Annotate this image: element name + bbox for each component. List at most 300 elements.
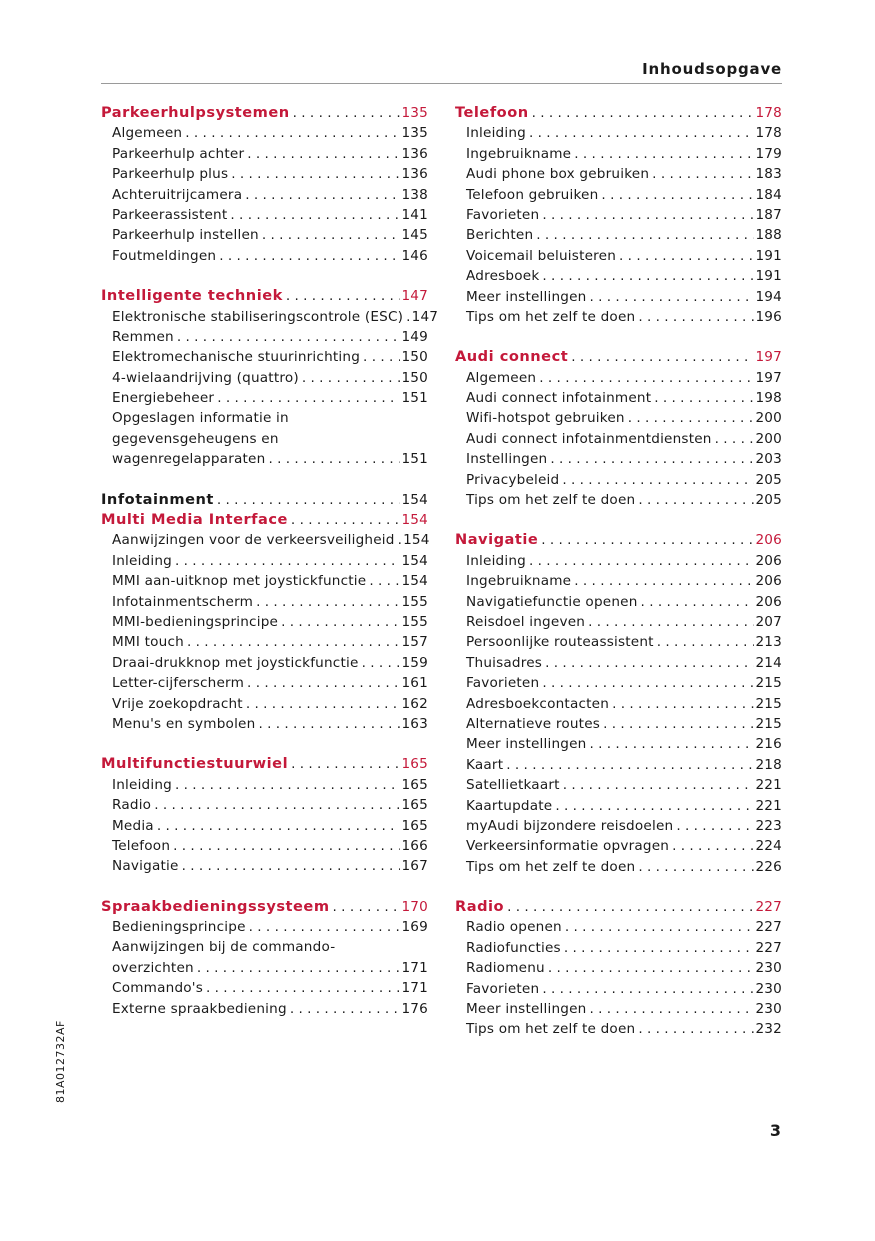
toc-entry-label: Meer instellingen — [466, 288, 587, 305]
dot-leader — [227, 205, 400, 225]
toc-section-title: Spraakbedieningssysteem — [101, 897, 330, 915]
toc-entry-label: Foutmeldingen — [112, 247, 217, 264]
toc-entry-label: Radiomenu — [466, 960, 545, 977]
dot-leader — [278, 612, 400, 632]
dot-leader — [635, 1019, 754, 1039]
toc-entry[interactable] — [101, 917, 428, 937]
toc-entry-label: Meer instellingen — [466, 1001, 587, 1018]
toc-entry[interactable] — [455, 775, 782, 795]
dot-leader — [403, 307, 410, 327]
dot-leader — [598, 185, 754, 205]
toc-entry[interactable] — [101, 123, 428, 143]
toc-entry-label: Commando's — [112, 980, 204, 997]
dot-leader — [179, 856, 400, 876]
toc-entry[interactable] — [101, 388, 428, 408]
toc-entry-label: Ingebruikname — [466, 145, 572, 162]
toc-entry[interactable] — [101, 205, 428, 225]
toc-section — [101, 510, 428, 734]
toc-page-number: 147 — [411, 308, 439, 325]
toc-entry-label: gegevensgeheugens en — [112, 430, 279, 447]
toc-entry[interactable] — [455, 368, 782, 388]
toc-entry-label: Vrije zoekopdracht — [112, 695, 243, 712]
toc-page-number: 146 — [401, 247, 428, 264]
dot-leader — [568, 347, 754, 367]
toc-page-number: 216 — [755, 736, 782, 753]
toc-section-heading[interactable] — [101, 103, 428, 123]
document-code: 81A012732AF — [54, 1020, 67, 1103]
dot-leader — [288, 754, 400, 774]
dot-leader — [547, 449, 754, 469]
dot-leader — [287, 999, 400, 1019]
toc-entry-label: Radio — [112, 797, 152, 814]
toc-entry[interactable] — [455, 205, 782, 225]
toc-entry[interactable] — [455, 571, 782, 591]
dot-leader — [172, 551, 400, 571]
toc-page-number: 213 — [755, 634, 782, 651]
dot-leader — [635, 307, 754, 327]
dot-leader — [259, 225, 400, 245]
toc-entry[interactable] — [455, 490, 782, 510]
toc-entry[interactable] — [101, 225, 428, 245]
toc-entry[interactable] — [101, 653, 428, 673]
toc-entry[interactable] — [101, 999, 428, 1019]
toc-section-title: Infotainment — [101, 490, 214, 508]
toc-entry[interactable] — [455, 1019, 782, 1039]
toc-section-heading[interactable] — [101, 286, 428, 306]
toc-entry[interactable] — [101, 694, 428, 714]
toc-entry[interactable] — [101, 144, 428, 164]
toc-page-number: 151 — [401, 451, 428, 468]
toc-entry-label: Wifi-hotspot gebruiken — [466, 410, 625, 427]
toc-entry-label: MMI-bedieningsprincipe — [112, 613, 279, 630]
dot-leader — [290, 103, 400, 123]
toc-entry[interactable] — [101, 185, 428, 205]
dot-leader — [529, 103, 754, 123]
toc-section-title: Parkeerhulpsystemen — [101, 104, 290, 121]
toc-entry[interactable] — [455, 185, 782, 205]
toc-entry[interactable] — [455, 449, 782, 469]
toc-section-heading[interactable] — [101, 510, 428, 530]
toc-entry[interactable] — [101, 429, 428, 449]
toc-entry[interactable] — [455, 632, 782, 652]
dot-leader — [545, 958, 754, 978]
toc-section-heading[interactable] — [455, 897, 782, 917]
toc-page-number: 154 — [401, 552, 428, 569]
toc-entry[interactable] — [455, 999, 782, 1019]
toc-entry[interactable] — [101, 347, 428, 367]
toc-page-number: 191 — [755, 247, 782, 264]
dot-leader — [542, 653, 754, 673]
toc-page-number: 150 — [401, 349, 428, 366]
toc-entry[interactable] — [455, 714, 782, 734]
toc-entry-label: Ingebruikname — [466, 573, 572, 590]
dot-leader — [228, 164, 400, 184]
dot-leader — [609, 694, 754, 714]
toc-page-number: 179 — [755, 145, 782, 162]
toc-entry[interactable] — [455, 816, 782, 836]
toc-page-number: 165 — [401, 797, 428, 814]
toc-page-number: 145 — [401, 227, 428, 244]
toc-entry[interactable] — [455, 144, 782, 164]
toc-page-number: 147 — [401, 288, 428, 305]
toc-page-number: 205 — [755, 492, 782, 509]
toc-page-number: 167 — [401, 858, 428, 875]
toc-entry-label: MMI aan-uitknop met joystickfunctie — [112, 573, 367, 590]
toc-entry[interactable] — [455, 958, 782, 978]
toc-page-number: 169 — [401, 919, 428, 936]
toc-page-number: 206 — [755, 532, 782, 549]
toc-section — [455, 530, 782, 877]
page-number: 3 — [769, 1121, 781, 1140]
toc-entry[interactable] — [455, 938, 782, 958]
toc-entry[interactable] — [455, 857, 782, 877]
toc-entry[interactable] — [455, 266, 782, 286]
toc-entry-label: Aanwijzingen voor de verkeersveiligheid — [112, 532, 395, 549]
toc-entry-label: Verkeersinformatie opvragen — [466, 838, 670, 855]
toc-left-column — [101, 103, 439, 1039]
toc-entry-label: Letter-cijferscherm — [112, 675, 245, 692]
toc-entry[interactable] — [101, 816, 428, 836]
toc-entry[interactable] — [101, 551, 428, 571]
toc-page-number: 150 — [401, 369, 428, 386]
dot-leader — [559, 470, 754, 490]
toc-section-heading[interactable] — [101, 754, 428, 774]
toc-entry-label: Parkeerhulp plus — [112, 166, 229, 183]
dot-leader — [360, 347, 400, 367]
toc-section-heading[interactable] — [101, 897, 428, 917]
toc-page-number: 165 — [401, 756, 428, 773]
toc-entry-label: Tips om het zelf te doen — [466, 858, 636, 875]
toc-page-number: 221 — [755, 777, 782, 794]
toc-page-number: 196 — [755, 308, 782, 325]
dot-leader — [151, 795, 400, 815]
dot-leader — [600, 714, 754, 734]
toc-page-number: 198 — [755, 390, 782, 407]
toc-entry[interactable] — [101, 795, 428, 815]
dot-leader — [214, 388, 400, 408]
toc-page-number: 183 — [755, 166, 782, 183]
toc-page-number: 171 — [401, 980, 428, 997]
toc-entry-label: Favorieten — [466, 675, 540, 692]
dot-leader — [539, 673, 754, 693]
toc-section-heading[interactable] — [455, 347, 782, 367]
dot-leader — [669, 836, 754, 856]
toc-section — [455, 347, 782, 510]
toc-entry[interactable] — [455, 287, 782, 307]
dot-leader — [395, 530, 402, 550]
toc-entry-label: Audi connect infotainment — [466, 390, 652, 407]
toc-page-number: 227 — [755, 919, 782, 936]
toc-section — [101, 103, 428, 266]
toc-entry[interactable] — [101, 775, 428, 795]
toc-section — [455, 103, 782, 327]
dot-leader — [571, 571, 754, 591]
toc-entry[interactable] — [101, 958, 428, 978]
toc-entry-label: Navigatie — [112, 858, 179, 875]
dot-leader — [533, 225, 754, 245]
toc-section-title: Intelligente techniek — [101, 287, 283, 305]
toc-page-number: 155 — [401, 593, 428, 610]
dot-leader — [616, 246, 754, 266]
toc-page-number: 206 — [755, 552, 782, 569]
dot-leader — [587, 287, 755, 307]
toc-page-number: 149 — [401, 328, 428, 345]
toc-entry-label: Instellingen — [466, 451, 548, 468]
toc-entry[interactable] — [101, 937, 428, 957]
dot-leader — [244, 144, 400, 164]
dot-leader — [203, 978, 400, 998]
dot-leader — [182, 123, 400, 143]
dot-leader — [265, 449, 400, 469]
toc-entry[interactable] — [455, 246, 782, 266]
toc-entry-label: Draai-drukknop met joystickfunctie — [112, 654, 359, 671]
toc-page-number: 205 — [755, 471, 782, 488]
toc-page-number: 194 — [755, 288, 782, 305]
toc-entry[interactable] — [455, 734, 782, 754]
toc-section-heading[interactable] — [455, 103, 782, 123]
toc-section-title: Multi Media Interface — [101, 511, 288, 529]
dot-leader — [216, 246, 400, 266]
toc-entry[interactable] — [101, 632, 428, 652]
toc-entry-label: Kaart — [466, 756, 504, 773]
toc-page-number: 188 — [755, 227, 782, 244]
toc-page-number: 206 — [755, 593, 782, 610]
toc-entry-label: Media — [112, 817, 154, 834]
dot-leader — [635, 490, 754, 510]
dot-leader — [587, 999, 755, 1019]
toc-page-number: 154 — [401, 573, 428, 590]
toc-entry[interactable] — [101, 592, 428, 612]
toc-section — [101, 286, 439, 470]
toc-section — [101, 897, 428, 1019]
toc-entry[interactable] — [101, 978, 428, 998]
toc-page-number: 151 — [401, 390, 428, 407]
toc-entry[interactable] — [455, 612, 782, 632]
toc-section-title: Multifunctiestuurwiel — [101, 755, 289, 773]
dot-leader — [330, 897, 400, 917]
toc-entry[interactable] — [101, 612, 428, 632]
toc-section — [101, 490, 428, 510]
toc-entry-label: Satellietkaart — [466, 777, 560, 794]
toc-entry[interactable] — [101, 164, 428, 184]
toc-entry[interactable] — [101, 368, 428, 388]
toc-entry-label: Elektronische stabiliseringscontrole (ESC) — [112, 308, 404, 325]
toc-entry[interactable] — [455, 917, 782, 937]
toc-page-number: 200 — [755, 430, 782, 447]
toc-page-number: 215 — [755, 695, 782, 712]
toc-entry-label: Alternatieve routes — [466, 715, 601, 732]
toc-page-number: 207 — [755, 613, 782, 630]
toc-entry-label: Adresboekcontacten — [466, 695, 610, 712]
toc-page-number: 138 — [401, 186, 428, 203]
toc-entry-label: 4-wielaandrijving (quattro) — [112, 369, 299, 386]
dot-leader — [625, 408, 754, 428]
toc-page-number: 154 — [403, 532, 430, 549]
dot-leader — [552, 796, 754, 816]
dot-leader — [539, 266, 754, 286]
dot-leader — [638, 592, 754, 612]
dot-leader — [244, 673, 400, 693]
dot-leader — [539, 205, 754, 225]
toc-entry[interactable] — [101, 856, 428, 876]
toc-entry[interactable] — [455, 551, 782, 571]
dot-leader — [571, 144, 754, 164]
toc-right-column — [455, 103, 782, 1060]
dot-leader — [654, 632, 754, 652]
toc-section-title: Radio — [455, 898, 505, 916]
toc-entry-label: Parkeerassistent — [112, 206, 228, 223]
toc-entry[interactable] — [101, 408, 428, 428]
dot-leader — [154, 816, 400, 836]
toc-page-number: 230 — [755, 980, 782, 997]
toc-entry-label: Tips om het zelf te doen — [466, 492, 636, 509]
dot-leader — [538, 530, 754, 550]
toc-page-number: 227 — [755, 939, 782, 956]
toc-entry[interactable] — [455, 225, 782, 245]
toc-section-title: Audi connect — [455, 348, 569, 366]
toc-entry-label: Bedieningsprincipe — [112, 919, 246, 936]
toc-section-title: Navigatie — [455, 531, 539, 549]
dot-leader — [246, 917, 400, 937]
toc-entry[interactable] — [455, 755, 782, 775]
toc-entry-label: Inleiding — [112, 552, 172, 569]
toc-entry[interactable] — [455, 836, 782, 856]
toc-entry[interactable] — [455, 388, 782, 408]
toc-entry-label: MMI touch — [112, 634, 184, 651]
toc-entry[interactable] — [455, 653, 782, 673]
toc-entry-label: Inleiding — [112, 776, 172, 793]
toc-section-heading[interactable] — [455, 530, 782, 550]
toc-page-number: 215 — [755, 675, 782, 692]
toc-entry-label: Reisdoel ingeven — [466, 613, 586, 630]
toc-page-number: 184 — [755, 186, 782, 203]
toc-page-number: 166 — [401, 837, 428, 854]
toc-section-heading[interactable] — [101, 490, 428, 510]
toc-entry[interactable] — [455, 470, 782, 490]
dot-leader — [649, 164, 754, 184]
dot-leader — [172, 775, 400, 795]
toc-page-number: 136 — [401, 166, 428, 183]
toc-entry[interactable] — [455, 123, 782, 143]
toc-entry-label: Inleiding — [466, 125, 526, 142]
toc-entry[interactable] — [455, 307, 782, 327]
toc-entry[interactable] — [101, 714, 428, 734]
toc-entry-label: Navigatiefunctie openen — [466, 593, 638, 610]
toc-entry[interactable] — [455, 164, 782, 184]
dot-leader — [288, 510, 400, 530]
toc-page-number: 165 — [401, 817, 428, 834]
toc-entry-label: Tips om het zelf te doen — [466, 1021, 636, 1038]
toc-entry-label: Berichten — [466, 227, 534, 244]
toc-entry-label: Audi phone box gebruiken — [466, 166, 650, 183]
toc-page-number: 223 — [755, 817, 782, 834]
dot-leader — [526, 123, 754, 143]
toc-entry-label: Persoonlijke routeassistent — [466, 634, 654, 651]
toc-page-number: 218 — [755, 756, 782, 773]
dot-leader — [635, 857, 754, 877]
toc-entry[interactable] — [101, 571, 428, 591]
toc-entry[interactable] — [101, 530, 428, 550]
toc-entry-label: Parkeerhulp achter — [112, 145, 245, 162]
toc-entry[interactable] — [455, 673, 782, 693]
toc-entry-label: overzichten — [112, 959, 194, 976]
toc-page-number: 232 — [755, 1021, 782, 1038]
toc-page-number: 230 — [755, 1001, 782, 1018]
dot-leader — [194, 958, 400, 978]
dot-leader — [539, 979, 754, 999]
toc-entry-label: Opgeslagen informatie in — [112, 410, 289, 427]
toc-entry-label: Adresboek — [466, 268, 540, 285]
toc-page-number: 215 — [755, 715, 782, 732]
toc-entry-label: wagenregelapparaten — [112, 451, 266, 468]
toc-page-number: 214 — [755, 654, 782, 671]
toc-entry-label: Privacybeleid — [466, 471, 560, 488]
toc-entry-label: Menu's en symbolen — [112, 715, 256, 732]
toc-entry[interactable] — [455, 694, 782, 714]
toc-entry[interactable] — [455, 429, 782, 449]
toc-entry-label: Infotainmentscherm — [112, 593, 254, 610]
toc-page-number: 157 — [401, 634, 428, 651]
toc-page-number: 178 — [755, 125, 782, 142]
toc-entry-label: myAudi bijzondere reisdoelen — [466, 817, 674, 834]
toc-entry-label: Kaartupdate — [466, 797, 553, 814]
toc-entry[interactable] — [455, 408, 782, 428]
dot-leader — [243, 694, 400, 714]
toc-entry[interactable] — [101, 449, 428, 469]
toc-page-number: 155 — [401, 613, 428, 630]
toc-page-number: 176 — [401, 1000, 428, 1017]
toc-entry-label: Audi connect infotainmentdiensten — [466, 430, 712, 447]
toc-page-number: 197 — [755, 369, 782, 386]
toc-entry[interactable] — [101, 246, 428, 266]
dot-leader — [299, 368, 400, 388]
toc-entry-label: Favorieten — [466, 206, 540, 223]
dot-leader — [255, 714, 400, 734]
toc-entry[interactable] — [455, 979, 782, 999]
toc-section-title: Telefoon — [455, 104, 529, 121]
toc-entry[interactable] — [101, 673, 428, 693]
toc-entry-label: Radiofuncties — [466, 939, 561, 956]
toc-entry-label: Energiebeheer — [112, 390, 215, 407]
toc-entry[interactable] — [455, 592, 782, 612]
toc-entry[interactable] — [455, 796, 782, 816]
dot-leader — [174, 327, 400, 347]
dot-leader — [283, 286, 400, 306]
toc-entry-label: Telefoon gebruiken — [466, 186, 599, 203]
header-title: Inhoudsopgave — [642, 60, 782, 78]
toc-entry-label: Voicemail beluisteren — [466, 247, 617, 264]
dot-leader — [526, 551, 754, 571]
dot-leader — [504, 897, 754, 917]
toc-page-number: 221 — [755, 797, 782, 814]
toc-page-number: 165 — [401, 776, 428, 793]
toc-page-number: 170 — [401, 898, 428, 915]
toc-entry-label: Telefoon — [112, 837, 171, 854]
dot-leader — [359, 653, 400, 673]
dot-leader — [170, 836, 400, 856]
toc-entry[interactable] — [101, 307, 439, 327]
toc-page-number: 154 — [401, 491, 428, 508]
toc-entry-label: Aanwijzingen bij de commando- — [112, 939, 336, 956]
toc-entry[interactable] — [101, 836, 428, 856]
toc-entry-label: Radio openen — [466, 919, 562, 936]
dot-leader — [366, 571, 400, 591]
toc-entry-label: Elektromechanische stuurinrichting — [112, 349, 361, 366]
dot-leader — [561, 938, 754, 958]
toc-entry[interactable] — [101, 327, 428, 347]
toc-entry-label: Thuisadres — [466, 654, 543, 671]
toc-page-number: 227 — [755, 899, 782, 916]
